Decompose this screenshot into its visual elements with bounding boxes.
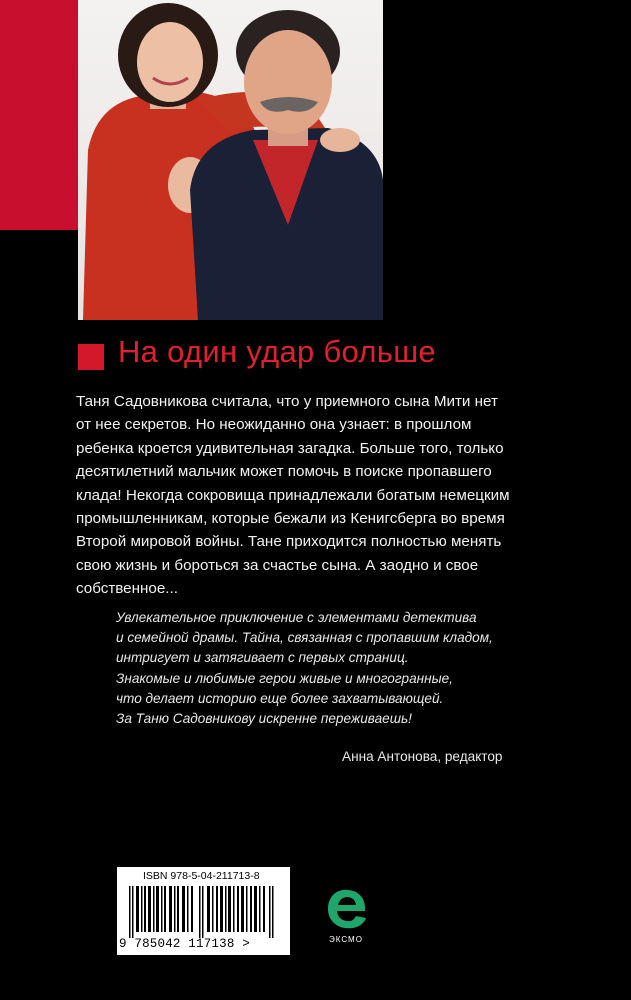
barcode-box (117, 867, 290, 955)
man-face (244, 30, 332, 134)
blurb-line: клада! Некогда сокровища принадлежали богатым немецким (76, 486, 510, 504)
title-square-marker (78, 344, 104, 370)
blurb-line: Второй мировой войны. Тане приходится полностью менять (76, 533, 502, 551)
woman-face (137, 22, 203, 102)
title-row (78, 334, 618, 380)
barcode-bars (129, 886, 279, 938)
review-line: Увлекательное приключение с элементами детектива (116, 610, 477, 625)
review-line: За Таню Садовникову искренне переживаешь! (116, 711, 412, 727)
barcode-digits: 9 785042 117138 > (119, 937, 250, 951)
blurb-line: ребенка кроется удивительная загадка. Больше того, только (76, 439, 504, 457)
editor-review (116, 608, 556, 729)
blurb-line: собственное... (76, 580, 178, 598)
review-line: Знакомые и любимые герои живые и многогранные, (116, 670, 453, 686)
isbn-label: ISBN 978-5-04-211713-8 (143, 870, 260, 882)
blurb-line: промышленникам, которые бежали из Кенигсберга во время (76, 510, 505, 528)
book-title: На один удар больше (118, 334, 436, 369)
blurb-line: свою жизнь и бороться за счастье сына. А заодно и свое (76, 556, 479, 574)
blurb (76, 390, 546, 601)
author-photo (78, 0, 383, 320)
blurb-line: от нее секретов. Но неожиданно она узнает: в прошлом (76, 416, 472, 434)
review-line: что делает историю еще более захватывающей. (116, 690, 444, 706)
publisher-name: ЭКСМО (329, 935, 363, 944)
blurb-line: десятилетний мальчик может помочь в поиске пропавшего (76, 463, 492, 481)
review-line: интригует и затягивает с первых страниц. (116, 650, 409, 666)
eksmo-logo-icon (323, 884, 369, 936)
review-line: и семейной драмы. Тайна, связанная с пропавшим кладом, (116, 630, 493, 646)
review-signature: Анна Антонова, редактор (342, 749, 503, 764)
blurb-line: Таня Садовникова считала, что у приемного сына Мити нет (76, 393, 498, 410)
red-bar (0, 0, 78, 230)
